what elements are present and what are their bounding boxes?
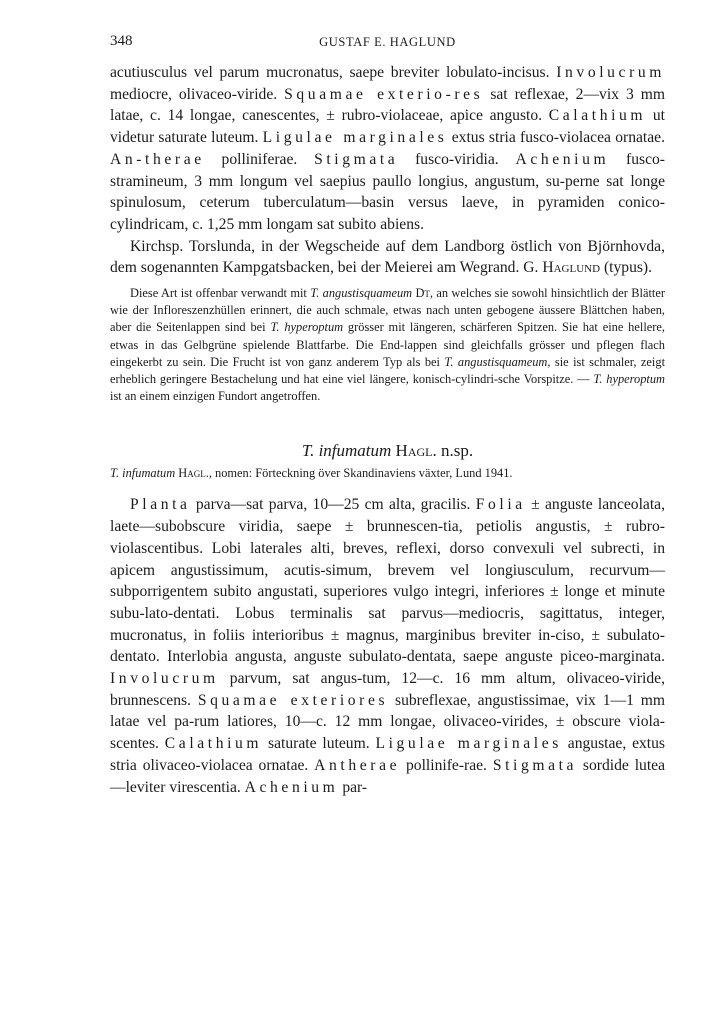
description-continued: acutiusculus vel parum mucronatus, saepe breviter lobulato-incisus. Involucrum mediocre, olivaceo-viride. Squamae exterio-res sat reflexae, 2—vix 3 mm latae, c. 14 longae, canescentes, ± rubro-violaceae, apice angusto. Calathium ut videtur saturate luteum. Ligulae marginales extus stria fusco-violacea ornatae. An-therae polliniferae. Stigmata fusco-viridia. Achenium fusco-stramineum, 3 mm longum vel saepius paullo longius, angustum, su-perne sat longe spinulosum, ceterum tuberculatum—basin versus laeve, in pyramiden conico-cylindricam, c. 1,25 mm longam sat subito abiens. <box>110 64 666 233</box>
species-status: n.sp. <box>441 441 474 461</box>
page-header <box>110 33 665 55</box>
page-body <box>110 62 665 798</box>
species-name: T. infumatum <box>301 441 392 461</box>
comparison-note: Diese Art ist offenbar verwandt mit T. angustisquameum Dt, an welches sie sowohl hinsichtlich der Blätter wie der Infloreszenzhüllen erinnert, die auch schmale, etwas nach unten gebogene äussere Blättchen haben, aber die Seitenlappen sind bei T. hyperoptum grösser mit längeren, schärferen Spitzen. Sie hat eine hellere, etwas in das Gelbgrüne spielende Blattfarbe. Die End-lappen sind gleichfalls grösser und pflegen flach eingekerbt zu sein. Die Frucht ist von ganz anderem Typ als bei T. angustisquameum, sie ist schmaler, zeigt erheblich geringere Bestachelung und hat eine viel längere, konisch-cylindri-sche Vorspitze. — T. hyperoptum ist an einem einzigen Fundort angetroffen. <box>110 286 666 404</box>
page-number: 348 <box>110 33 133 49</box>
locality-paragraph: Kirchsp. Torslunda, in der Wegscheide auf dem Landborg östlich von Björnhovda, dem sogenannten Kampgatsbacken, bei der Meierei am Wegrand. G. Haglund (typus). <box>110 237 665 277</box>
running-head: GUSTAF E. HAGLUND <box>319 35 456 49</box>
species-description: Planta parva—sat parva, 10—25 cm alta, gracilis. Folia ± anguste lanceolata, laete—subobscure viridia, saepe ± brunnescen-tia, petiolis angustis, ± rubro-violascentibus. Lobi laterales alti, breves, reflexi, dorso convexuli vel subrecti, in apicem angustissimum, acutis-simum, brevem vel longiusculum, recurvum—subporrigentem subito angustati, superiores vulgo integri, inferiores ± longe et minute subu-lato-dentati. Lobus terminalis sat parvus—mediocris, sagittatus, integer, mucronatus, in foliis interioribus ± magnus, marginibus breviter in-ciso, ± subulato-dentato. Interlobia angusta, anguste subulato-dentata, saepe anguste piceo-marginata. Involucrum parvum, sat angus-tum, 12—c. 16 mm altum, olivaceo-viride, brunnescens. Squamae exteriores subreflexae, angustissimae, vix 1—1 mm latae vel pa-rum latiores, 10—c. 12 mm longae, olivaceo-virides, ± obscure viola-scentes. Calathium saturate luteum. Ligulae marginales angustae, extus stria olivaceo-violacea ornatae. Antherae pollinife-rae. Stigmata sordide lutea—leviter virescentia. Achenium par- <box>110 496 666 796</box>
species-author: Hagl. <box>395 441 437 461</box>
species-heading <box>110 441 665 461</box>
nomenclature-reference: T. infumatum Hagl., nomen: Förteckning över Skandinaviens växter, Lund 1941. <box>110 466 513 481</box>
